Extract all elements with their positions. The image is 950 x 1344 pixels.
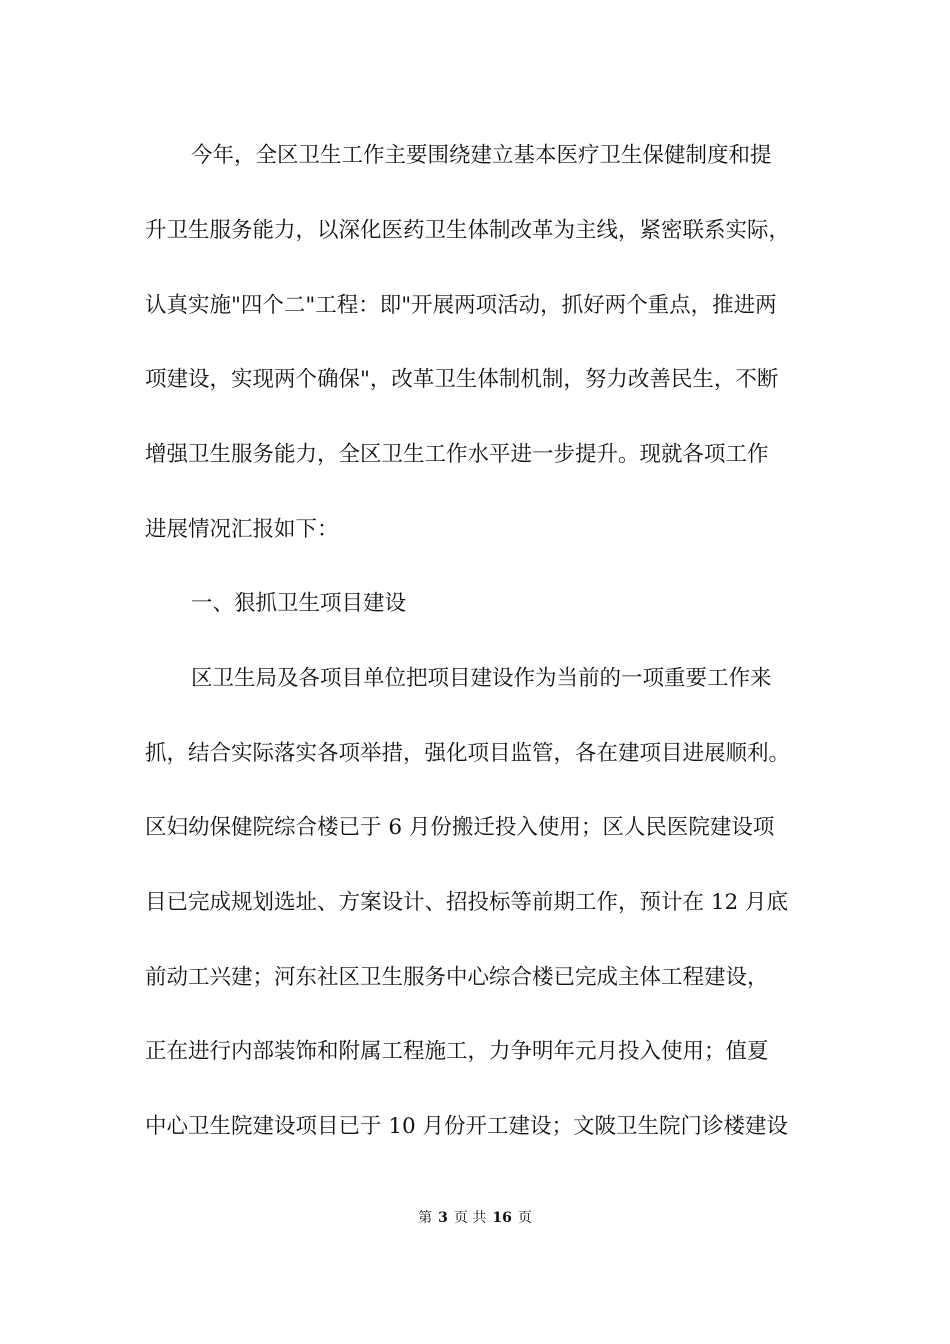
paragraph-line: 抓，结合实际落实各项举措，强化项目监管，各在建项目进展顺利。 bbox=[145, 741, 791, 766]
footer-middle: 页 共 bbox=[453, 1210, 487, 1226]
paragraph-line: 认真实施"四个二"工程：即"开展两项活动，抓好两个重点，推进两 bbox=[145, 293, 777, 318]
current-page-number: 3 bbox=[438, 1210, 448, 1226]
footer-prefix: 第 bbox=[418, 1210, 433, 1226]
paragraph-line: 进展情况汇报如下： bbox=[145, 517, 339, 542]
section-heading: 一、狠抓卫生项目建设 bbox=[191, 591, 407, 616]
paragraph-line: 目已完成规划选址、方案设计、招投标等前期工作，预计在 12 月底 bbox=[145, 890, 789, 915]
total-pages-number: 16 bbox=[492, 1210, 512, 1226]
paragraph-line: 区卫生局及各项目单位把项目建设作为当前的一项重要工作来 bbox=[191, 666, 772, 691]
paragraph-line: 项建设，实现两个确保"，改革卫生体制机制，努力改善民生，不断 bbox=[145, 367, 779, 392]
paragraph-line: 增强卫生服务能力，全区卫生工作水平进一步提升。现就各项工作 bbox=[145, 442, 769, 467]
paragraph-line: 升卫生服务能力，以深化医药卫生体制改革为主线，紧密联系实际， bbox=[145, 218, 791, 243]
page-footer bbox=[0, 1208, 950, 1228]
paragraph-line: 正在进行内部装饰和附属工程施工，力争明年元月投入使用；值夏 bbox=[145, 1039, 769, 1064]
paragraph-line: 今年，全区卫生工作主要围绕建立基本医疗卫生保健制度和提 bbox=[191, 143, 772, 168]
paragraph-line: 中心卫生院建设项目已于 10 月份开工建设；文陂卫生院门诊楼建设 bbox=[145, 1114, 789, 1139]
paragraph-line: 区妇幼保健院综合楼已于 6 月份搬迁投入使用；区人民医院建设项 bbox=[145, 815, 775, 840]
paragraph-line: 前动工兴建；河东社区卫生服务中心综合楼已完成主体工程建设， bbox=[145, 965, 769, 990]
footer-suffix: 页 bbox=[517, 1210, 532, 1226]
